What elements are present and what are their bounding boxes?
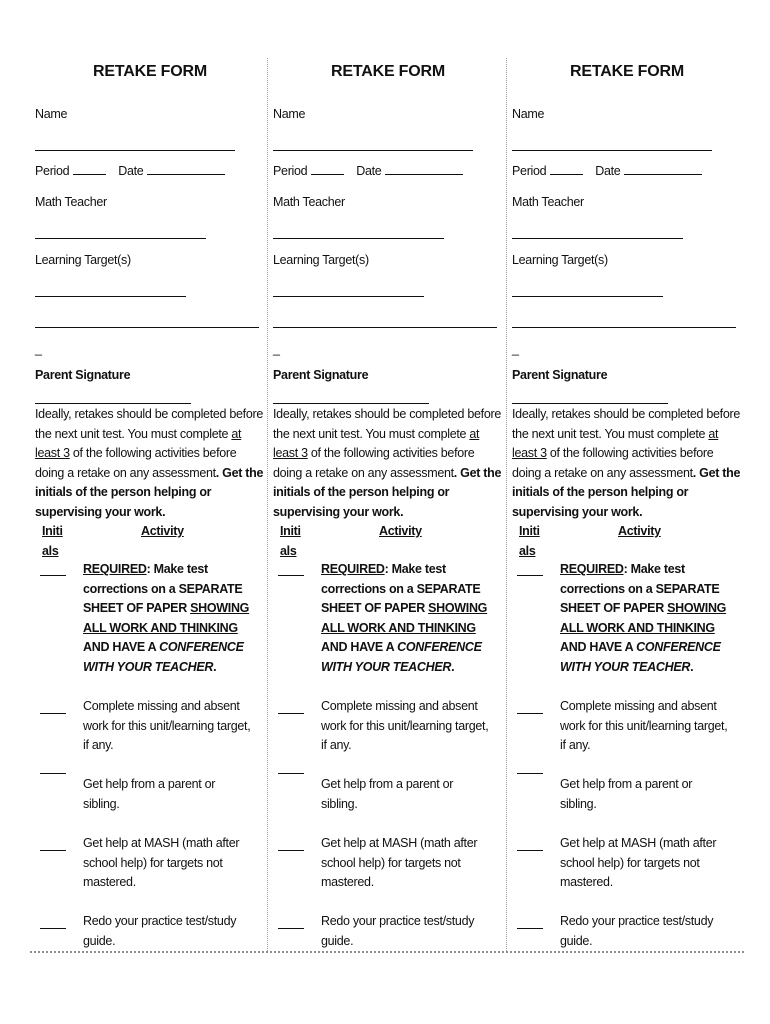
- activity-mash: Get help at MASH (math after school help) for targets not mastered.: [83, 836, 240, 889]
- activity-redo: Redo your practice test/study guide.: [560, 914, 714, 948]
- initials-header: Initials: [280, 524, 301, 558]
- column-divider-1: [267, 58, 268, 951]
- period-blank[interactable]: [550, 162, 583, 175]
- period-date-row: [273, 162, 463, 182]
- stray-underscore: _: [273, 342, 280, 356]
- bottom-cut-line: [30, 951, 744, 953]
- instructions-paragraph: Ideally, retakes should be completed before the next unit test. You must complete at least 3 of the following activities before doing a retake on any assessment. Get the initials of the person helping or supervising your work.: [273, 407, 502, 519]
- activity-required: REQUIRED: Make test corrections on a SEPARATE SHEET OF PAPER SHOWING ALL WORK AND THINKING AND HAVE A CONFERENCE WITH YOUR TEACHER.: [560, 562, 727, 674]
- activity-redo: Redo your practice test/study guide.: [321, 914, 475, 948]
- period-date-row: [35, 162, 225, 182]
- learning-target-line-1[interactable]: [35, 296, 186, 297]
- name-line[interactable]: [512, 150, 712, 151]
- initials-blank-parent-help[interactable]: [40, 773, 66, 774]
- period-date-row: [512, 162, 702, 182]
- initials-blank-redo[interactable]: [40, 928, 66, 929]
- activity-parent-help: Get help from a parent or sibling.: [83, 777, 216, 811]
- period-label: Period: [273, 164, 308, 178]
- math-teacher-line[interactable]: [273, 238, 444, 239]
- math-teacher-label: Math Teacher: [273, 195, 345, 209]
- learning-targets-label: Learning Target(s): [273, 253, 369, 267]
- date-blank[interactable]: [147, 162, 225, 175]
- activity-header: Activity: [141, 524, 184, 538]
- initials-header: Initials: [519, 524, 540, 558]
- math-teacher-label: Math Teacher: [512, 195, 584, 209]
- stray-underscore: _: [35, 342, 42, 356]
- learning-target-line-1[interactable]: [273, 296, 424, 297]
- activity-parent-help: Get help from a parent or sibling.: [560, 777, 693, 811]
- initials-blank-missing-work[interactable]: [517, 713, 543, 714]
- parent-signature-label: Parent Signature: [273, 368, 369, 382]
- form-title: RETAKE FORM: [93, 63, 207, 80]
- learning-target-line-2[interactable]: [35, 327, 259, 328]
- date-blank[interactable]: [624, 162, 702, 175]
- activity-required: REQUIRED: Make test corrections on a SEPARATE SHEET OF PAPER SHOWING ALL WORK AND THINKING AND HAVE A CONFERENCE WITH YOUR TEACHER.: [321, 562, 488, 674]
- initials-blank-parent-help[interactable]: [278, 773, 304, 774]
- math-teacher-line[interactable]: [512, 238, 683, 239]
- initials-blank-redo[interactable]: [517, 928, 543, 929]
- name-label: Name: [35, 107, 68, 121]
- date-label: Date: [595, 164, 621, 178]
- activity-missing-work: Complete missing and absent work for this unit/learning target, if any.: [560, 699, 728, 752]
- parent-signature-line[interactable]: [35, 403, 191, 404]
- activity-parent-help: Get help from a parent or sibling.: [321, 777, 454, 811]
- parent-signature-label: Parent Signature: [512, 368, 608, 382]
- name-line[interactable]: [35, 150, 235, 151]
- form-title: RETAKE FORM: [570, 63, 684, 80]
- date-label: Date: [118, 164, 144, 178]
- date-blank[interactable]: [385, 162, 463, 175]
- retake-form-card-2: [273, 58, 511, 951]
- date-label: Date: [356, 164, 382, 178]
- stray-underscore: _: [512, 342, 519, 356]
- retake-form-card-1: [35, 58, 273, 951]
- activity-header: Activity: [618, 524, 661, 538]
- math-teacher-line[interactable]: [35, 238, 206, 239]
- form-title: RETAKE FORM: [331, 63, 445, 80]
- parent-signature-label: Parent Signature: [35, 368, 131, 382]
- parent-signature-line[interactable]: [273, 403, 429, 404]
- activity-missing-work: Complete missing and absent work for this unit/learning target, if any.: [83, 699, 251, 752]
- name-label: Name: [512, 107, 545, 121]
- initials-blank-mash[interactable]: [40, 850, 66, 851]
- learning-target-line-2[interactable]: [512, 327, 736, 328]
- initials-blank-missing-work[interactable]: [40, 713, 66, 714]
- initials-blank-redo[interactable]: [278, 928, 304, 929]
- period-blank[interactable]: [311, 162, 344, 175]
- learning-target-line-2[interactable]: [273, 327, 497, 328]
- period-label: Period: [35, 164, 70, 178]
- initials-header: Initials: [42, 524, 63, 558]
- initials-blank-required[interactable]: [517, 575, 543, 576]
- initials-blank-mash[interactable]: [517, 850, 543, 851]
- activity-mash: Get help at MASH (math after school help) for targets not mastered.: [560, 836, 717, 889]
- initials-blank-required[interactable]: [278, 575, 304, 576]
- parent-signature-line[interactable]: [512, 403, 668, 404]
- learning-targets-label: Learning Target(s): [512, 253, 608, 267]
- math-teacher-label: Math Teacher: [35, 195, 107, 209]
- initials-blank-required[interactable]: [40, 575, 66, 576]
- period-blank[interactable]: [73, 162, 106, 175]
- initials-blank-mash[interactable]: [278, 850, 304, 851]
- activity-redo: Redo your practice test/study guide.: [83, 914, 237, 948]
- instructions-paragraph: Ideally, retakes should be completed before the next unit test. You must complete at least 3 of the following activities before doing a retake on any assessment. Get the initials of the person helping or supervising your work.: [35, 407, 264, 519]
- instructions-paragraph: Ideally, retakes should be completed before the next unit test. You must complete at least 3 of the following activities before doing a retake on any assessment. Get the initials of the person helping or supervising your work.: [512, 407, 741, 519]
- name-label: Name: [273, 107, 306, 121]
- activity-header: Activity: [379, 524, 422, 538]
- initials-blank-parent-help[interactable]: [517, 773, 543, 774]
- initials-blank-missing-work[interactable]: [278, 713, 304, 714]
- activity-missing-work: Complete missing and absent work for this unit/learning target, if any.: [321, 699, 489, 752]
- learning-target-line-1[interactable]: [512, 296, 663, 297]
- name-line[interactable]: [273, 150, 473, 151]
- column-divider-2: [506, 58, 507, 951]
- activity-required: REQUIRED: Make test corrections on a SEPARATE SHEET OF PAPER SHOWING ALL WORK AND THINKING AND HAVE A CONFERENCE WITH YOUR TEACHER.: [83, 562, 250, 674]
- learning-targets-label: Learning Target(s): [35, 253, 131, 267]
- activity-mash: Get help at MASH (math after school help) for targets not mastered.: [321, 836, 478, 889]
- retake-form-card-3: [512, 58, 750, 951]
- period-label: Period: [512, 164, 547, 178]
